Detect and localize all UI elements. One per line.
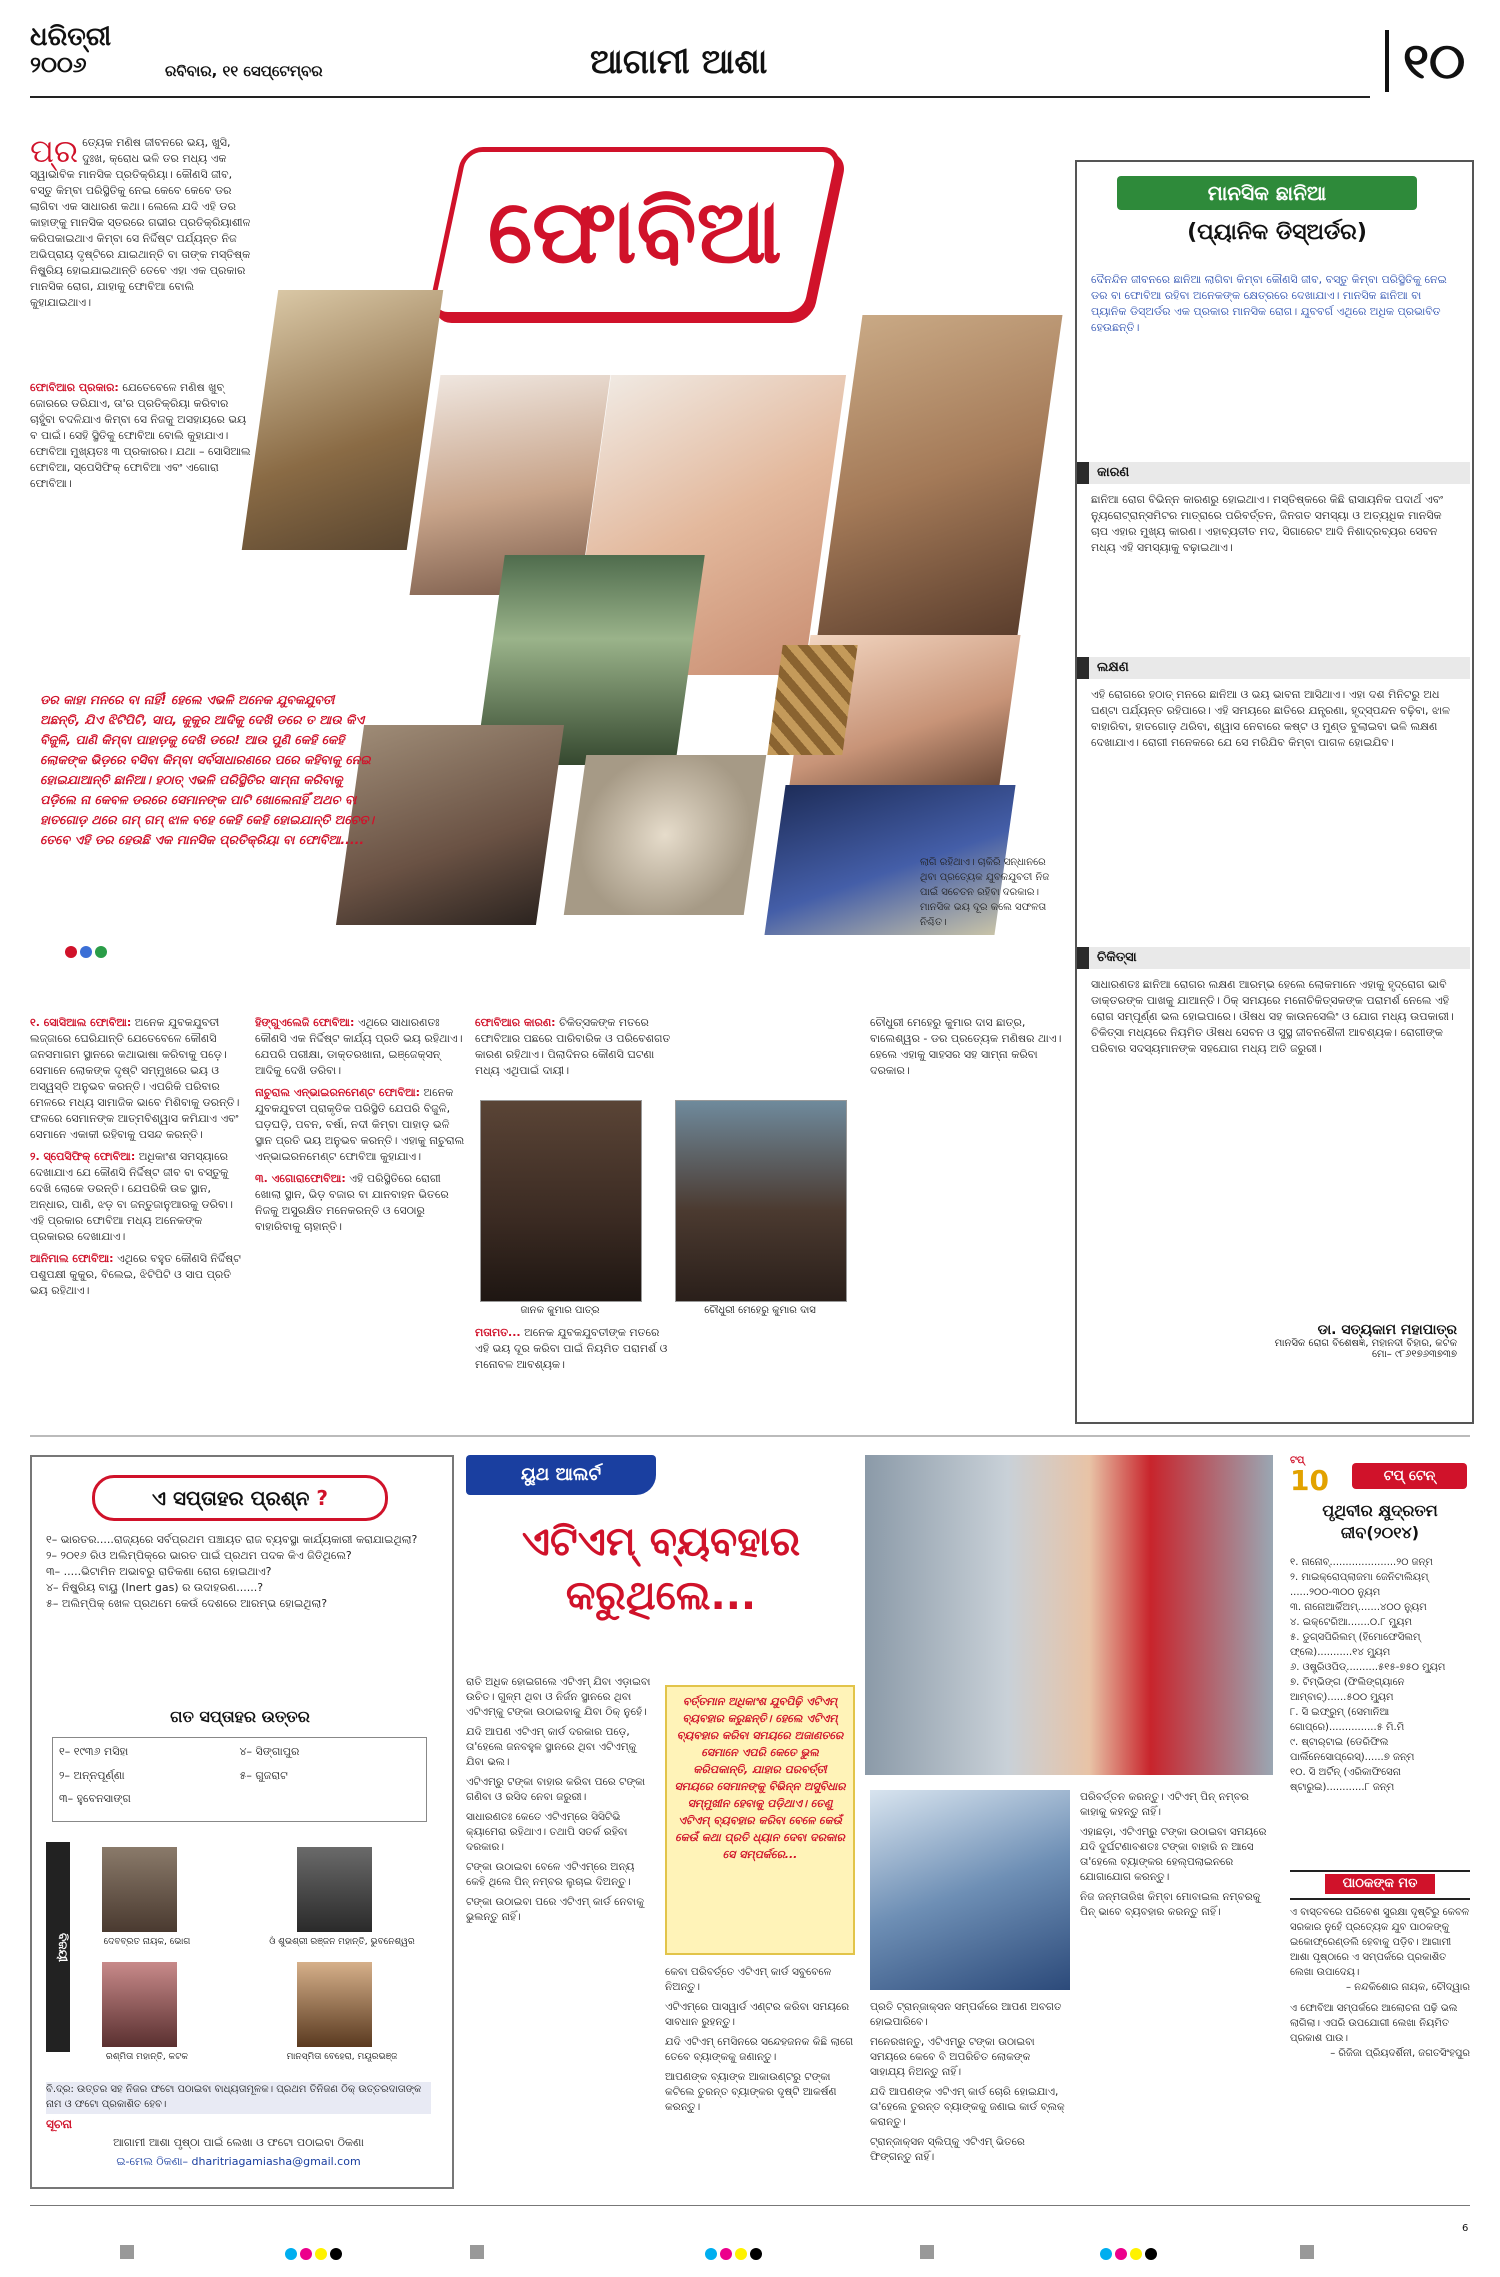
intro-dropcap: ପ୍ର <box>30 135 79 170</box>
feature-title-banner <box>427 147 843 317</box>
reader-opinion-text: ଏ ବାସ୍ତବରେ ପରିବେଶ ସୁରକ୍ଷା ଦୃଷ୍ଟିରୁ କେବଳ ସରକାର ନୁହେଁ ପ୍ରତ୍ୟେକ ଯୁବ ପାଠକଙ୍କୁ ଇକୋଫ୍ରେଣ୍ଡଲି ହେବାକୁ ପଡ଼ିବ। ଆଗାମୀ ଆଶା ପୃଷ୍ଠାରେ ଏ ସମ୍ପର୍କରେ ପ୍ରକାଶିତ ଲେଖା ଉପାଦେୟ। <box>1290 1907 1470 1978</box>
col3-text: ଅନେକ ଯୁବକଯୁବତୀଙ୍କ ମତରେ ଏହି ଭୟ ଦୂର କରିବା ପାଇଁ ନିୟମିତ ପରାମର୍ଶ ଓ ମନୋବଳ ଆବଶ୍ୟକ। <box>475 1326 668 1371</box>
quiz-note: ବି.ଦ୍ର: ଉତ୍ତର ସହ ନିଜର ଫଟୋ ପଠାଇବା ବାଧ୍ୟତାମୂଳକ। ପ୍ରଥମ ତିନିଜଣ ଠିକ୍ ଉତ୍ତରଦାତାଙ୍କ ନାମ ଓ ଫଟୋ ପ୍ରକାଶିତ ହେବ। <box>46 2082 431 2114</box>
atm-tips-col-2 <box>665 1965 855 2180</box>
answer-item: ୨– ଅନ୍ନପୂର୍ଣ୍ଣା <box>59 1768 125 1782</box>
answer-item: ୫– ଗୁଜରାଟ <box>239 1768 288 1782</box>
winners-label-text: ବିଜୟୀ <box>56 1932 70 1962</box>
col2-heading: ନାଚୁରାଲ ଏନ୍‌ଭାଇରନମେଣ୍ଟ ଫୋବିଆ: <box>255 1086 420 1099</box>
page-mark: 6 <box>1462 2223 1469 2234</box>
top-ten-tag: ଟପ୍ <box>1290 1455 1305 1466</box>
feature-col-1 <box>30 1015 245 1525</box>
reader-opinion-text: ଏ ଫୋବିଆ ସମ୍ପର୍କରେ ଆଲୋଚନା ପଢ଼ି ଭଲ ଲାଗିଲା। ଏପରି ଉପଯୋଗୀ ଲେଖା ନିୟମିତ ପ୍ରକାଶ ପାଉ। <box>1290 2003 1458 2044</box>
atm-tip: ପରିବର୍ତ୍ତନ କରନ୍ତୁ। ଏଟିଏମ୍ ପିନ୍ ନମ୍ବର କାହାକୁ କହନ୍ତୁ ନାହିଁ। <box>1080 1791 1249 1818</box>
quiz-title-text: ଏ ସପ୍ତାହର ପ୍ରଶ୍ନ <box>151 1486 310 1510</box>
col4-lead <box>920 855 1065 1005</box>
col1-section <box>30 1251 245 1299</box>
col1-text: ଏଥିରେ ବହୁତ କୌଣସି ନିର୍ଦ୍ଦିଷ୍ଟ ପଶୁପକ୍ଷୀ କୁକୁର, ବିଲେଇ, ଝିଟିପିଟି ଓ ସାପ ପ୍ରତି ଭୟ ରହିଥାଏ। <box>30 1252 241 1297</box>
top-ten-item: ୭. ଟିମ୍ଭିଙ୍ଗ (ଫିଲିଙ୍ଗ୍ୟାନେ ଆମ୍ବାଚ୍)......୫୦୦ ମ୍ୟୁମ <box>1290 1677 1405 1703</box>
feature-col-2 <box>255 1015 465 1525</box>
answer-item: ୪– ସିଙ୍ଗାପୁର <box>239 1745 300 1758</box>
feature-pullquote: ଡର କାହା ମନରେ ବା ନାହିଁ! ହେଲେ ଏଭଳି ଅନେକ ଯୁବକଯୁବତୀ ଅଛନ୍ତି, ଯିଏ ଝିଟିପିଟି, ସାପ, କୁକୁର ଆଦିକୁ ଦେଖି ଡରେ ତ ଆଉ କିଏ ବିଜୁଳି, ପାଣି କିମ୍ବା ପାହାଡ଼କୁ ଦେଖି ଡରେ! ଆଉ ପୁଣି କେହି କେହି ଲୋକଙ୍କ ଭିଡ଼ରେ ବସିବା କିମ୍ବା ସର୍ବସାଧାରଣରେ ପରେ କହିବାକୁ ନେଇ ହୋଇଯାଆନ୍ତି ଛାନିଆ। ହଠାତ୍ ଏଭଳି ପରିସ୍ଥିତିର ସାମ୍ନା କରିବାକୁ ପଡ଼ିଲେ ନା କେବଳ ଡରରେ ସେମାନଙ୍କ ପାଟି ଖୋଲେନାହିଁ ଅଥଚ ବା ହାତଗୋଡ଼ ଥରେ ଗମ୍ ଗମ୍ ଝାଳ ବହେ କେହି କେହି ହୋଇଯାନ୍ତି ଅଚେତ। ତେବେ ଏହି ଡର ହେଉଛି ଏକ ମାନସିକ ପ୍ରତିକ୍ରିୟା ବା ଫୋବିଆ..... <box>40 692 375 847</box>
col2-text: ଏହି ପରିସ୍ଥିତିରେ ରୋଗୀ ଖୋଲା ସ୍ଥାନ, ଭିଡ଼ ବଜାର ବା ଯାନବାହନ ଭିତରେ ନିଜକୁ ଅସୁରକ୍ଷିତ ମନେକରନ୍ତି ଓ ସେଠାରୁ ବାହାରିବାକୁ ଚାହାନ୍ତି। <box>255 1172 449 1233</box>
paper-year: ୨୦୦୬ <box>30 52 87 78</box>
dateline: ରବିବାର, ୧୧ ସେପ୍ଟେମ୍ବର <box>165 62 323 80</box>
contact-email-link[interactable]: ଇ-ମେଲ ଠିକଣା– dharitriagamiasha@gmail.com <box>116 2155 361 2168</box>
photo-covered-face <box>818 315 1063 635</box>
quiz-title <box>92 1475 388 1521</box>
answers-title: ଗତ ସପ୍ତାହର ଉତ୍ତର <box>170 1707 310 1726</box>
quiz-question: ୧– ଭାରତର.....ରାଜ୍ୟରେ ସର୍ବପ୍ରଥମ ପଞ୍ଚାୟତ ରାଜ ବ୍ୟବସ୍ଥା କାର୍ଯ୍ୟକାରୀ କରାଯାଇଥିଲା? <box>46 1533 418 1546</box>
photo-snake <box>767 645 857 755</box>
atm-photo-woman <box>865 1455 1273 1775</box>
readers-title <box>1290 1870 1470 1900</box>
winner-name: ରଶ୍ମିତା ମହାନ୍ତି, କଟକ <box>105 2052 189 2062</box>
feature-col-4 <box>870 1015 1075 1525</box>
author-block <box>1157 1322 1457 1360</box>
feature-title: ଫୋବିଆ <box>488 179 782 283</box>
atm-highlight-box: ବର୍ତ୍ତମାନ ଅଧିକାଂଶ ଯୁବପିଢ଼ି ଏଟିଏମ୍ ବ୍ୟବହାର କରୁଛନ୍ତି। ହେଲେ ଏଟିଏମ୍ ବ୍ୟବହାର କରିବା ସମୟରେ ଅଜାଣତରେ ସେମାନେ ଏପରି କେତେ ଭୁଲ କରିପକାନ୍ତି, ଯାହାର ପରବର୍ତ୍ତୀ ସମୟରେ ସେମାନଙ୍କୁ ବିଭିନ୍ନ ଅସୁବିଧାର ସମ୍ମୁଖୀନ ହେବାକୁ ପଡ଼ିଥାଏ। ତେଣୁ ଏଟିଏମ୍ ବ୍ୟବହାର କରିବା ବେଳେ କେଉଁ କେଉଁ କଥା ପ୍ରତି ଧ୍ୟାନ ଦେବା ଦରକାର ସେ ସମ୍ପର୍କରେ... <box>665 1685 855 1955</box>
col1-text: ଅଧିକାଂଶ ସମସ୍ୟାରେ ଦେଖାଯାଏ ଯେ କୌଣସି ନିର୍ଦ୍ଦିଷ୍ଟ ଜୀବ ବା ବସ୍ତୁକୁ ଦେଖି ଲୋକେ ଡରନ୍ତି। ଯେପରିକି ଉଚ୍ଚ ସ୍ଥାନ, ଅନ୍ଧାର, ପାଣି, ଝଡ଼ ବା ଜନ୍ତୁଜାନୁଆରକୁ ଡରିବା। ଏହି ପ୍ରକାର ଫୋବିଆ ମଧ୍ୟ ଅନେକଙ୍କ ପ୍ରକାରର ଦେଖାଯାଏ। <box>30 1150 233 1243</box>
types-block <box>30 380 255 595</box>
section-label: ଲକ୍ଷଣ <box>1077 657 1470 679</box>
atm-tip: ଏଟିଏମ୍‌ରୁ ଟଙ୍କା ବାହାର କରିବା ପରେ ଟଙ୍କା ଗଣିବା ଓ ରସିଦ ନେବା ଜରୁରୀ। <box>466 1776 646 1803</box>
atm-headline-line2: କରୁଥିଲେ... <box>565 1573 757 1619</box>
col2-heading: ହିଙ୍ଗୁଏଲେଜି ଫୋବିଆ: <box>255 1016 355 1029</box>
col2-section <box>255 1171 465 1235</box>
atm-tip: ଏଟିଏମ୍‌ରେ ପାସୱାର୍ଡ ଏଣ୍ଟର କରିବା ସମୟରେ ସାବଧାନ ରୁହନ୍ତୁ। <box>665 2001 850 2028</box>
top-ten <box>1290 1455 1470 2185</box>
readers-title-text: ପାଠକଙ୍କ ମତ <box>1325 1874 1435 1894</box>
col1-section <box>30 1149 245 1245</box>
photo-spider <box>564 755 766 915</box>
atm-tip: ଟଙ୍କା ଉଠାଇବା ବେଳେ ଏଟିଏମ୍‌ରେ ଅନ୍ୟ କେହି ଥିଲେ ପିନ୍ ନମ୍ବର ଲୁଚାଇ ଦିଅନ୍ତୁ। <box>466 1861 635 1888</box>
page-number: ୧୦ <box>1385 30 1465 92</box>
col2-section <box>255 1015 465 1079</box>
readers-opinions <box>1290 1905 1470 2180</box>
top-ten-item: ୫. ଡୁଗ୍ସପିରିଲମ୍ (ହିମୋଫେସିଲମ୍ ଫ୍ଲେ)...........୧୪ ମ୍ୟୁମ <box>1290 1632 1421 1658</box>
atm-tip: ଏହାଛଡ଼ା, ଏଟିଏମ୍‌ରୁ ଟଙ୍କା ଉଠାଇବା ସମୟରେ ଯଦି ଦୁର୍ଘଟଣାବଶତଃ ଟଙ୍କା ବାହାରି ନ ଆସେ ତା'ହେଲେ ବ୍ୟାଙ୍କର ହେଲ୍ପଲାଇନରେ ଯୋଗାଯୋଗ କରନ୍ତୁ। <box>1080 1826 1267 1883</box>
winner-name: ଓଁ ଶୁଭଶ୍ରୀ ରଞ୍ଜନ ମହାନ୍ତି, ଭୁବନେଶ୍ୱର <box>269 1937 415 1947</box>
types-text: ଯେତେବେଳେ ମଣିଷ ଖୁବ୍ ଜୋରରେ ଡରିଯାଏ, ତା'ର ପ୍ରତିକ୍ରିୟା କରିବାର ଚାହୁଁବା ବଦଳିଯାଏ କିମ୍ବା ସେ ନିଜକୁ ଅସହାୟରେ ଭୟ ବ ପାଇଁ। ସେହି ସ୍ଥିତିକୁ ଫୋବିଆ ବୋଲି କୁହାଯାଏ। ଫୋବିଆ ମୁଖ୍ୟତଃ ୩ ପ୍ରକାରର। ଯଥା – ସୋସିଆଲ ଫୋବିଆ, ସ୍ପେସିଫିକ୍ ଫୋବିଆ ଏବଂ ଏଗୋରା ଫୋବିଆ। <box>30 381 251 490</box>
sidebar-title: (ପ୍ୟାନିକ ଡିସ୍‌ଅର୍ଡର) <box>1187 220 1367 245</box>
intro-text: ତ୍ୟେକ ମଣିଷ ଜୀବନରେ ଭୟ, ଖୁସି, ଦୁଃଖ, କ୍ରୋଧ ଭଳି ତର ମଧ୍ୟ ଏକ ସ୍ୱାଭାବିକ ମାନସିକ ପ୍ରତିକ୍ରିୟା। କୌଣସି ଜୀବ, ବସ୍ତୁ କିମ୍ବା ପରିସ୍ଥିତିକୁ ନେଇ କେବେ କେବେ ଡର ଲାଗିବା ଏକ ସାଧାରଣ କଥା। ଲେଲେ ଯଦି ଏହି ଡର କାହାଙ୍କୁ ମାନସିକ ସ୍ତରରେ ଗଭୀର ପ୍ରତିକ୍ରିୟାଶୀଳ କରିପକାଇଥାଏ କିମ୍ବା ସେ ନିର୍ଦ୍ଦିଷ୍ଟ ପର୍ଯ୍ୟନ୍ତ ନିଜ ଅଭିପ୍ରାୟ ଦୃଷ୍ଟିରେ ଯାଇଥାନ୍ତି ବା ତାଙ୍କ ମସ୍ତିଷ୍କ ନିଷ୍କ୍ରିୟ ହୋଇଯାଇଥାନ୍ତି ତେବେ ଏହା ଏକ ପ୍ରକାର ମାନସିକ ରୋଗ, ଯାହାକୁ ଫୋବିଆ ବୋଲି କୁହାଯାଇଥାଏ। <box>30 136 251 309</box>
col4-text: ଚୌଧୁରୀ ମେହେରୁ କୁମାର ଦାସ ଛାତ୍ର, ବାଲେଶ୍ୱର - ଡର ପ୍ରତ୍ୟେକ ମଣିଷର ଥାଏ। ହେଲେ ଏହାକୁ ସାହସର ସହ ସାମ୍ନା କରିବା ଦରକାର। <box>870 1016 1062 1077</box>
top-ten-item: ୨. ମାଇକ୍ରୋପ୍ଲାଜମା ଜେନିଟାଲିୟମ୍ ......୨୦୦-୩୦୦ ନ୍ୟୁମ <box>1290 1572 1429 1598</box>
atm-tip: ମନେରଖନ୍ତୁ, ଏଟିଏମ୍‌ରୁ ଟଙ୍କା ଉଠାଇବା ସମୟରେ କେବେ ବି ଅପରିଚିତ ଲୋକଙ୍କ ସାହାଯ୍ୟ ନିଅନ୍ତୁ ନାହିଁ। <box>870 2036 1035 2078</box>
masthead <box>30 22 1470 104</box>
atm-article <box>460 1455 1275 2185</box>
registration-square <box>1300 2245 1314 2259</box>
atm-headline <box>466 1515 856 1623</box>
atm-tip: ଟ୍ରାନ୍ଜାକ୍ସନ ସ୍ଲିପ୍‌କୁ ଏଟିଏମ୍ ଭିତରେ ଫିଙ୍ଗନ୍ତୁ ନାହିଁ। <box>870 2136 1025 2163</box>
top-ten-subtitle: ପୃଥିବୀର କ୍ଷୁଦ୍ରତମ ଜୀବ(୨୦୧୪) <box>1322 1501 1438 1542</box>
portrait-photo-1 <box>480 1100 642 1302</box>
section-text-treatment: ସାଧାରଣତଃ ଛାନିଆ ରୋଗର ଲକ୍ଷଣ ଆରମ୍ଭ ହେଲେ ଲୋକମାନେ ଏହାକୁ ହୃଦ୍‌ରୋଗ ଭାବି ଡାକ୍ତରଙ୍କ ପାଖକୁ ଯାଆନ୍ତି। ଠିକ୍ ସମୟରେ ମନୋଚିକିତ୍ସକଙ୍କ ପରାମର୍ଶ ନେଲେ ଏହି ରୋଗ ସମ୍ପୂର୍ଣ୍ଣ ଭଲ ହୋଇପାରେ। ଔଷଧ ସହ କାଉନସେଲିଂ ଓ ଯୋଗ ମଧ୍ୟ ଉପକାରୀ। ଚିକିତ୍ସା ମଧ୍ୟରେ ନିୟମିତ ଔଷଧ ସେବନ ଓ ସୁସ୍ଥ ଜୀବନଶୈଳୀ ଆବଶ୍ୟକ। ରୋଗୀଙ୍କ ପରିବାର ସଦସ୍ୟମାନଙ୍କ ସହଯୋଗ ମଧ୍ୟ ଅତି ଜରୁରୀ। <box>1091 978 1454 1055</box>
paper-logo <box>30 22 140 78</box>
panic-sidebar <box>1075 160 1474 1424</box>
atm-tip: ଯଦି ଆପଣ ଏଟିଏମ୍ କାର୍ଡ ଦରକାର ପଡ଼େ, ତା'ହେଲେ ଜନବହୁଳ ସ୍ଥାନରେ ଥିବା ଏଟିଏମ୍‌କୁ ଯିବା ଭଲ। <box>466 1726 637 1768</box>
feature-intro <box>30 135 255 375</box>
page-title: ଆଗାମୀ ଆଶା <box>590 42 768 82</box>
col3-heading: ମତାମତ... <box>475 1326 521 1339</box>
sidebar-intro: ଦୈନନ୍ଦିନ ଜୀବନରେ ଛାନିଆ ଲାଗିବା କିମ୍ବା କୌଣସି ଜୀବ, ବସ୍ତୁ କିମ୍ବା ପରିସ୍ଥିତିକୁ ନେଇ ଡର ବା ଫୋବିଆ ରହିବା ଅନେକଙ୍କ କ୍ଷେତ୍ରରେ ଦେଖାଯାଏ। ମାନସିକ ଛାନିଆ ବା ପ୍ୟାନିକ ଡିସ୍‌ଅର୍ଡର ଏକ ପ୍ରକାର ମାନସିକ ରୋଗ। ଯୁବବର୍ଗ ଏଥିରେ ଅଧିକ ପ୍ରଭାବିତ ହେଉଛନ୍ତି। <box>1091 273 1447 334</box>
atm-tip: ଯଦି ଏଟିଏମ୍ ମେସିନରେ ସନ୍ଦେହଜନକ କିଛି ଲାଗେ ତେବେ ବ୍ୟାଙ୍କକୁ ଜଣାନ୍ତୁ। <box>665 2036 854 2063</box>
registration-square <box>920 2245 934 2259</box>
photo-sloth <box>242 290 444 550</box>
col1-text: ଅନେକ ଯୁବକଯୁବତୀ ଲଜ୍ଜାରେ ଘେରିଯାନ୍ତି ଯେତେବେଳେ କୌଣସି ଜନସମାଗମ ସ୍ଥାନରେ କଥାଭାଷା କରିବାକୁ ପଡ଼େ। ସେମାନେ ଲୋକଙ୍କ ଦୃଷ୍ଟି ସମ୍ମୁଖରେ ଭୟ ଓ ଅସ୍ୱସ୍ତି ଅନୁଭବ କରନ୍ତି। ଏପରିକି ପରିବାର ମେଳରେ ମଧ୍ୟ ସାମାଜିକ ଭାବେ ମିଶିବାକୁ ଡରନ୍ତି। ଫଳରେ ସେମାନଙ୍କ ଆତ୍ମବିଶ୍ୱାସ କମିଯାଏ ଏବଂ ସେମାନେ ଏକାକୀ ରହିବାକୁ ପସନ୍ଦ କରନ୍ତି। <box>30 1016 240 1141</box>
top-ten-list <box>1290 1555 1470 1855</box>
top-ten-title: ଟପ୍ ଟେନ୍ <box>1352 1463 1467 1489</box>
top-ten-item: ୬. ଓଷ୍ଟ୍ରିଓପିଡ୍..........୫୧୫-୭୫୦ ମ୍ୟୁମ <box>1290 1662 1446 1673</box>
winner-name: ଦେବବ୍ରତ ନାୟକ, ଭୋଗ <box>103 1937 191 1947</box>
atm-tip: ଟଙ୍କା ଉଠାଇବା ପରେ ଏଟିଏମ୍ କାର୍ଡ ନେବାକୁ ଭୁଲନ୍ତୁ ନାହିଁ। <box>466 1896 644 1923</box>
top-ten-badge <box>1290 1455 1350 1495</box>
atm-tip: ସାଧାରଣତଃ କେତେ ଏଟିଏମ୍‌ରେ ସିସିଟିଭି କ୍ୟାମେରା ରହିଥାଏ। ତଥାପି ସତର୍କ ରହିବା ଦରକାର। <box>466 1811 628 1853</box>
paper-name: ଧରିତ୍ରୀ <box>30 22 112 52</box>
col3-text: ଚିକିତ୍ସକଙ୍କ ମତରେ ଫୋବିଆର ପଛରେ ପାରିବାରିକ ଓ ପରିବେଶଗତ କାରଣ ରହିଥାଏ। ପିଲାଦିନର କୌଣସି ଘଟଣା ମଧ୍ୟ ଏଥିପାଇଁ ଦାୟୀ। <box>475 1016 671 1077</box>
portrait-caption-2: ଚୌଧୁରୀ ମେହେରୁ କୁମାର ଦାସ <box>704 1305 816 1316</box>
section-text-symptoms: ଏହି ରୋଗରେ ହଠାତ୍ ମନରେ ଛାନିଆ ଓ ଭୟ ଭାବନା ଆସିଥାଏ। ଏହା ଦଶ ମିନିଟରୁ ଅଧ ଘଣ୍ଟା ପର୍ଯ୍ୟନ୍ତ ରହିପାରେ। ଏହି ସମୟରେ ଛାତିରେ ଯନ୍ତ୍ରଣା, ହୃଦ୍‌ସ୍ପନ୍ଦନ ବଢ଼ିବା, ଝାଳ ବାହାରିବା, ହାତଗୋଡ଼ ଥରିବା, ଶ୍ୱାସ ନେବାରେ କଷ୍ଟ ଓ ମୁଣ୍ଡ ବୁଲାଇବା ଭଳି ଲକ୍ଷଣ ଦେଖାଯାଏ। ରୋଗୀ ମନେକରେ ଯେ ସେ ମରିଯିବ କିମ୍ବା ପାଗଳ ହୋଇଯିବ। <box>1091 688 1450 749</box>
section-label: କାରଣ <box>1077 462 1470 484</box>
answer-item: ୧– ୧୯୩୬ ମସିହା <box>59 1745 129 1758</box>
col2-heading: ୩. ଏଗୋରାଫୋବିଆ: <box>255 1172 346 1185</box>
footer-rule <box>30 2205 1470 2206</box>
col1-section <box>30 1015 245 1143</box>
atm-tip: ନିଜ ଜନ୍ମତାରିଖ କିମ୍ବା ମୋବାଇଲ ନମ୍ବରକୁ ପିନ୍ ଭାବେ ବ୍ୟବହାର କରନ୍ତୁ ନାହିଁ। <box>1080 1891 1261 1918</box>
quiz-question: ୫– ଅଲିମ୍ପିକ୍ ଖେଳ ପ୍ରଥମେ କେଉଁ ଦେଶରେ ଆରମ୍ଭ ହୋଇଥିଲା? <box>46 1597 328 1610</box>
winners-label <box>46 1842 70 2052</box>
cmyk-dots <box>285 2245 345 2264</box>
atm-photo-machine <box>870 1790 1070 1990</box>
top-ten-item: ୪. ଇକ୍ଟେରିଆ.......୦.୮ ମ୍ୟୁମ <box>1290 1617 1412 1628</box>
section-label: ଚିକିତ୍ସା <box>1077 947 1470 969</box>
registration-square <box>470 2245 484 2259</box>
winner-name: ମାନସ୍ମିତା ବେହେରା, ମୟୂରଭଞ୍ଜ <box>286 2052 398 2062</box>
top-ten-item: ୧୦. ସି ଅର୍ଟିନ୍ (ଏରିକାଫିସେନା ଷ୍ଟାରୁଇ)............୮ ଜନ୍‌ମ <box>1290 1767 1401 1793</box>
atm-tips-col-3 <box>870 2000 1065 2180</box>
winner-photo <box>297 1962 372 2047</box>
author-phone: ମୋ– ୯୮୬୧୭୬୩୭୩୭ <box>1372 1349 1457 1360</box>
sidebar-kicker: ମାନସିକ ଛାନିଆ <box>1117 176 1417 210</box>
quiz-questions <box>46 1532 436 1702</box>
winner-photo <box>102 1847 177 1932</box>
answer-item: ୩– ହୁବେନସାଙ୍ଗ <box>59 1792 131 1806</box>
col4-lead-text: ଲାଗି ରହିଥାଏ। ଚାକିରି ସନ୍ଧାନରେ ଥିବା ପ୍ରତ୍ୟେକ ଯୁବକଯୁବତୀ ନିଜ ପାଇଁ ସଚେତନ ରହିବା ଦରକାର। ମାନସିକ ଭୟ ଦୂର କଲେ ସଫଳତା ନିଶ୍ଚିତ। <box>920 857 1050 928</box>
registration-square <box>120 2245 134 2259</box>
top-ten-item: ୩. ନାନୋଆର୍କିଅମ୍.......୪୦୦ ନ୍ୟୁମ <box>1290 1602 1427 1613</box>
atm-tip: କେବା ପରିବର୍ତ୍ତେ ଏଟିଏମ୍ କାର୍ଡ ସବୁବେଳେ ନିଅନ୍ତୁ। <box>665 1966 832 1993</box>
portrait-photo-2 <box>675 1100 847 1302</box>
winner-photo <box>297 1847 372 1932</box>
quiz-question: ୨– ୨୦୧୬ ରିଓ ଅଲିମ୍ପିକ୍‌ରେ ଭାରତ ପାଇଁ ପ୍ରଥମ ପଦକ କିଏ ଜିତିଥିଲେ? <box>46 1549 352 1562</box>
types-heading: ଫୋବିଆର ପ୍ରକାର: <box>30 381 119 394</box>
atm-kicker: ୟୁଥ ଆଲର୍ଟ <box>466 1455 656 1495</box>
author-name: ଡା. ସତ୍ୟକାମ ମହାପାତ୍ର <box>1317 1322 1457 1338</box>
top-ten-number: 10 <box>1290 1464 1329 1497</box>
feature-phobia <box>30 135 1080 1425</box>
winner-photo <box>102 1962 177 2047</box>
col1-heading: ୨. ସ୍ପେସିଫିକ୍ ଫୋବିଆ: <box>30 1150 136 1163</box>
atm-headline-line1: ଏଟିଏମ୍ ବ୍ୟବହାର <box>521 1519 801 1565</box>
author-role: ମାନସିକ ରୋଗ ବିଶେଷଜ୍ଞ, ମହାନଦୀ ବିହାର, କଟକ <box>1274 1338 1457 1349</box>
cmyk-dots <box>705 2245 765 2264</box>
registration-marks <box>0 2223 1500 2265</box>
col2-text: ଏଥିରେ ସାଧାରଣତଃ କୌଣସି ଏକ ନିର୍ଦ୍ଦିଷ୍ଟ କାର୍ଯ୍ୟ ପ୍ରତି ଭୟ ରହିଥାଏ। ଯେପରି ପରୀକ୍ଷା, ଡାକ୍ତରଖାନା, ଇଞ୍ଜେକ୍ସନ୍ ଆଦିକୁ ଦେଖି ଡରିବା। <box>255 1016 463 1077</box>
reader-signature: – ନନ୍ଦକିଶୋର ନାୟକ, ଚୌଦ୍ୱାର <box>1346 1982 1470 1993</box>
notice-text: ଆଗାମୀ ଆଶା ପୃଷ୍ଠା ପାଇଁ ଲେଖା ଓ ଫଟୋ ପଠାଇବା ଠିକଣା <box>113 2136 364 2149</box>
quiz-question: ୩– .....ଭିଟାମିନ ଅଭାବରୁ ରାତିକଣା ରୋଗ ହୋଇଥାଏ? <box>46 1565 272 1578</box>
section-text-cause: ଛାନିଆ ରୋଗ ବିଭିନ୍ନ କାରଣରୁ ହୋଇଥାଏ। ମସ୍ତିଷ୍କରେ କିଛି ରାସାୟନିକ ପଦାର୍ଥ ଏବଂ ନ୍ୟୁରୋଟ୍ରାନ୍ସମିଟର ମାତ୍ରାରେ ପରିବର୍ତ୍ତନ, ଜିନଗତ ସମସ୍ୟା ଓ ଅତ୍ୟଧିକ ମାନସିକ ଚାପ ଏହାର ମୁଖ୍ୟ କାରଣ। ଏହାବ୍ୟତୀତ ମଦ, ସିଗାରେଟ ଆଦି ନିଶାଦ୍ରବ୍ୟର ସେବନ ମଧ୍ୟ ଏହି ସମସ୍ୟାକୁ ବଢ଼ାଇଥାଏ। <box>1091 493 1444 554</box>
atm-tip: ଆପଣଙ୍କ ବ୍ୟାଙ୍କ ଆକାଉଣ୍ଟରୁ ଟଙ୍କା କଟିଲେ ତୁରନ୍ତ ବ୍ୟାଙ୍କର ଦୃଷ୍ଟି ଆକର୍ଷଣ କରନ୍ତୁ। <box>665 2071 837 2113</box>
quiz-question: ୪– ନିଷ୍କ୍ରିୟ ବାୟୁ (Inert gas) ର ଉଦାହରଣ......? <box>46 1581 264 1594</box>
section-divider <box>30 1435 1470 1437</box>
cmyk-dots <box>1100 2245 1160 2264</box>
col1-heading: ଆନିମାଲ ଫୋବିଆ: <box>30 1252 114 1265</box>
question-mark-icon: ? <box>316 1486 329 1510</box>
atm-tip: ଯଦି ଆପଣଙ୍କ ଏଟିଏମ୍ କାର୍ଡ ଚୋରି ହୋଇଯାଏ, ତା'ହେଲେ ତୁରନ୍ତ ବ୍ୟାଙ୍କକୁ ଜଣାଇ କାର୍ଡ ବ୍ଲକ୍ କରାନ୍ତୁ। <box>870 2086 1065 2128</box>
header-rule <box>30 96 1370 98</box>
atm-tips-col-1 <box>466 1675 651 2180</box>
top-ten-item: ୮. ସି ଇଫ୍‌ରୁମ୍ (ସେମାନିଆ ଗୋପ୍ରେ)...............୫ ମି.ମି <box>1290 1707 1405 1733</box>
section-heading-symptoms <box>1077 657 1470 679</box>
top-ten-item: ୯. ଷ୍ଟାର୍‌ଟାଇ (ଡେରିଫିଲ ପାର୍ଲିନେସୋପ୍ରେସ୍)......୭ ଜନ୍‌ମ <box>1290 1737 1415 1763</box>
top-ten-item: ୧. ନାନୋବ୍.....................୨୦ ଜନ୍‌ମ <box>1290 1557 1433 1568</box>
atm-tips-col-4 <box>1080 1790 1270 2180</box>
answers-box <box>52 1737 427 1822</box>
col1-heading: ୧. ସୋସିଆଲ ଫୋବିଆ: <box>30 1016 132 1029</box>
portrait-caption-1: ଜାନକ କୁମାର ପାତ୍ର <box>520 1305 600 1316</box>
color-dots-decor <box>65 943 110 962</box>
weekly-quiz <box>30 1455 454 2189</box>
col2-text: ଅନେକ ଯୁବକଯୁବତୀ ପ୍ରାକୃତିକ ପରିସ୍ଥିତି ଯେପରି ବିଜୁଳି, ଘଡ଼ଘଡ଼ି, ପବନ, ବର୍ଷା, ନଦୀ କିମ୍ବା ପାହାଡ଼ ଭଳି ସ୍ଥାନ ପ୍ରତି ଭୟ ଅନୁଭବ କରନ୍ତି। ଏହାକୁ ନାଚୁରାଲ ଏନ୍‌ଭାଇରନମେଣ୍ଟ ଫୋବିଆ କୁହାଯାଏ। <box>255 1086 465 1163</box>
col3-heading: ଫୋବିଆର କାରଣ: <box>475 1016 556 1029</box>
section-heading-treatment <box>1077 947 1470 969</box>
atm-tip: ରାତି ଅଧିକ ହୋଇଗଲେ ଏଟିଏମ୍ ଯିବା ଏଡ଼ାଇବା ଉଚିତ। ଗୁଳ୍ମ ଥିବା ଓ ନିର୍ଜନ ସ୍ଥାନରେ ଥିବା ଏଟିଏମ୍‌କୁ ଟଙ୍କା ଉଠାଇବାକୁ ଯିବା ଠିକ୍ ନୁହେଁ। <box>466 1676 651 1718</box>
col2-section <box>255 1085 465 1165</box>
notice-title: ସୂଚନା <box>46 2117 73 2131</box>
section-heading-cause <box>1077 462 1470 484</box>
atm-tip: ପ୍ରତି ଟ୍ରାନ୍ଜାକ୍ସନ ସମ୍ପର୍କରେ ଆପଣ ଅବଗତ ହୋଇପାରିବେ। <box>870 2001 1062 2028</box>
reader-signature: – ରିଜିଜା ପ୍ରିୟଦର୍ଶିନୀ, ଜଗତସିଂହପୁର <box>1330 2048 1470 2059</box>
feature-col-3-top <box>475 1015 680 1090</box>
